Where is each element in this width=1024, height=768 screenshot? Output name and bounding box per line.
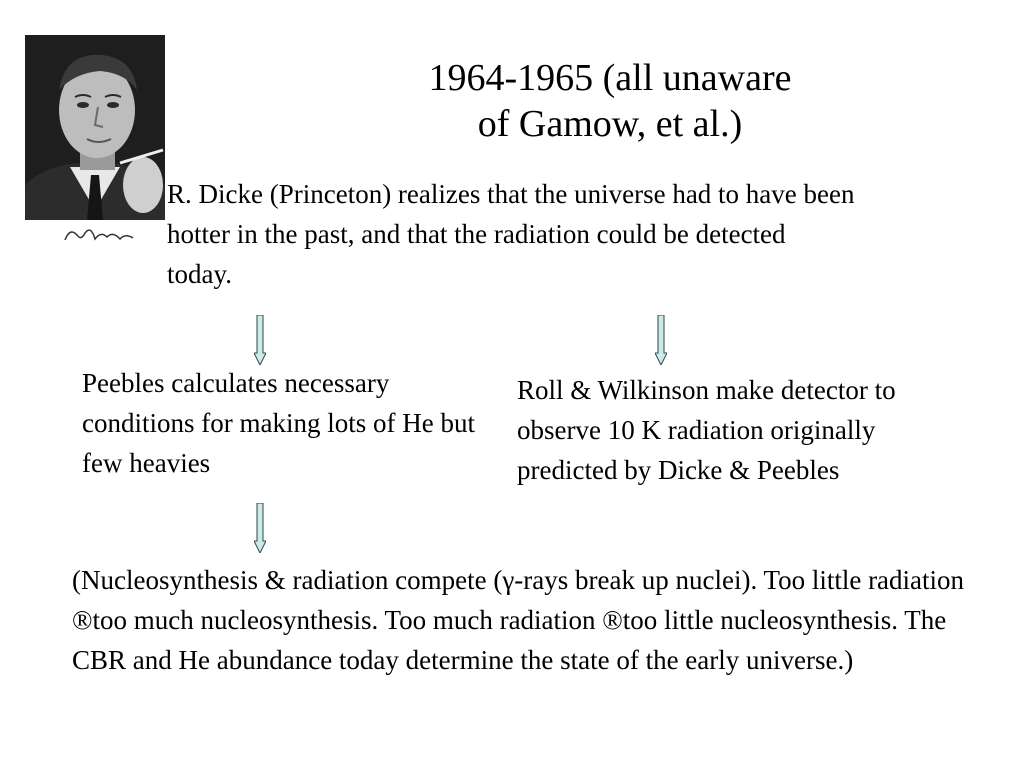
slide-title [380,55,840,147]
roll-wilkinson-paragraph: Roll & Wilkinson make detector to observe 10 K radiation originally predicted by Dicke & Peebles [517,375,896,485]
portrait-photo [25,35,165,250]
dicke-paragraph: R. Dicke (Princeton) realizes that the universe had to have been hotter in the past, and that the radiation could be detected today. [167,179,855,289]
down-arrow-icon [254,503,266,553]
nucleosynthesis-paragraph: (Nucleosynthesis & radiation compete (γ-rays break up nuclei). Too little radiation ®too much nucleosynthesis. Too much radiation ®too little nucleosynthesis. The CBR and He abundance today determine the state of the early universe.) [72,565,965,675]
title-line-1: 1964-1965 (all unaware [428,57,792,99]
peebles-paragraph: Peebles calculates necessary conditions for making lots of He but few heavies [82,368,475,478]
down-arrow-icon [254,315,266,365]
down-arrow-icon [655,315,667,365]
title-line-2: of Gamow, et al.) [477,103,743,145]
